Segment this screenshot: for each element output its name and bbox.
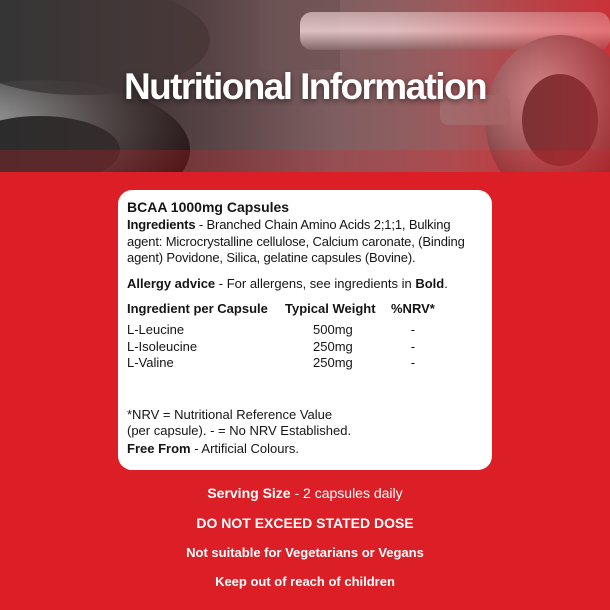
table-row xyxy=(127,355,435,372)
ingredient-nrv: - xyxy=(410,338,416,354)
ingredient-name: L-Valine xyxy=(127,355,174,370)
allergy-label: Allergy advice xyxy=(127,275,216,291)
nutrition-info-card xyxy=(118,190,492,470)
allergy-end: . xyxy=(444,275,448,291)
hero-banner xyxy=(0,0,610,172)
allergy-bold-word: Bold xyxy=(415,275,445,291)
vegetarian-note: Not suitable for Vegetarians or Vegans xyxy=(186,545,424,560)
serving-size xyxy=(0,485,610,501)
product-name: BCAA 1000mg Capsules xyxy=(127,199,290,215)
nutrition-table xyxy=(127,301,435,372)
column-header-nrv: %NRV* xyxy=(391,301,435,316)
table-header-row xyxy=(127,301,435,322)
column-header-ingredient: Ingredient per Capsule xyxy=(127,301,268,316)
allergy-text: - For allergens, see ingredients in xyxy=(215,275,416,291)
table-row xyxy=(127,339,435,356)
children-warning: Keep out of reach of children xyxy=(215,574,395,589)
nrv-note-line-2: (per capsule). - = No NRV Established. xyxy=(127,423,352,438)
serving-size-text: - 2 capsules daily xyxy=(290,485,403,501)
ingredients-text xyxy=(127,217,483,267)
ingredient-weight: 500mg xyxy=(313,322,353,337)
free-from xyxy=(127,441,483,458)
ingredient-name: L-Leucine xyxy=(127,322,185,337)
ingredient-name: L-Isoleucine xyxy=(127,338,198,354)
serving-size-label: Serving Size xyxy=(207,485,291,501)
ingredient-nrv: - xyxy=(410,322,416,337)
ingredient-nrv: - xyxy=(410,355,416,370)
page-title: Nutritional Information xyxy=(124,66,486,107)
ingredient-weight: 250mg xyxy=(313,355,353,370)
column-header-weight: Typical Weight xyxy=(285,301,376,316)
ingredients-list: - Branched Chain Amino Acids 2;1;1, Bulking agent: Microcrystalline cellulose, Calcium caronate, (Binding agent) Povidone, Silica, gelatine capsules (Bovine). xyxy=(127,217,465,265)
nrv-note-line-1: *NRV = Nutritional Reference Value xyxy=(127,406,333,422)
free-from-label: Free From xyxy=(127,440,191,456)
ingredients-label: Ingredients xyxy=(127,217,196,232)
allergy-advice xyxy=(127,276,483,293)
table-row xyxy=(127,322,435,339)
free-from-text: - Artificial Colours. xyxy=(190,440,299,456)
ingredient-weight: 250mg xyxy=(313,338,353,354)
dose-warning: DO NOT EXCEED STATED DOSE xyxy=(196,515,414,531)
nrv-note xyxy=(127,407,483,440)
